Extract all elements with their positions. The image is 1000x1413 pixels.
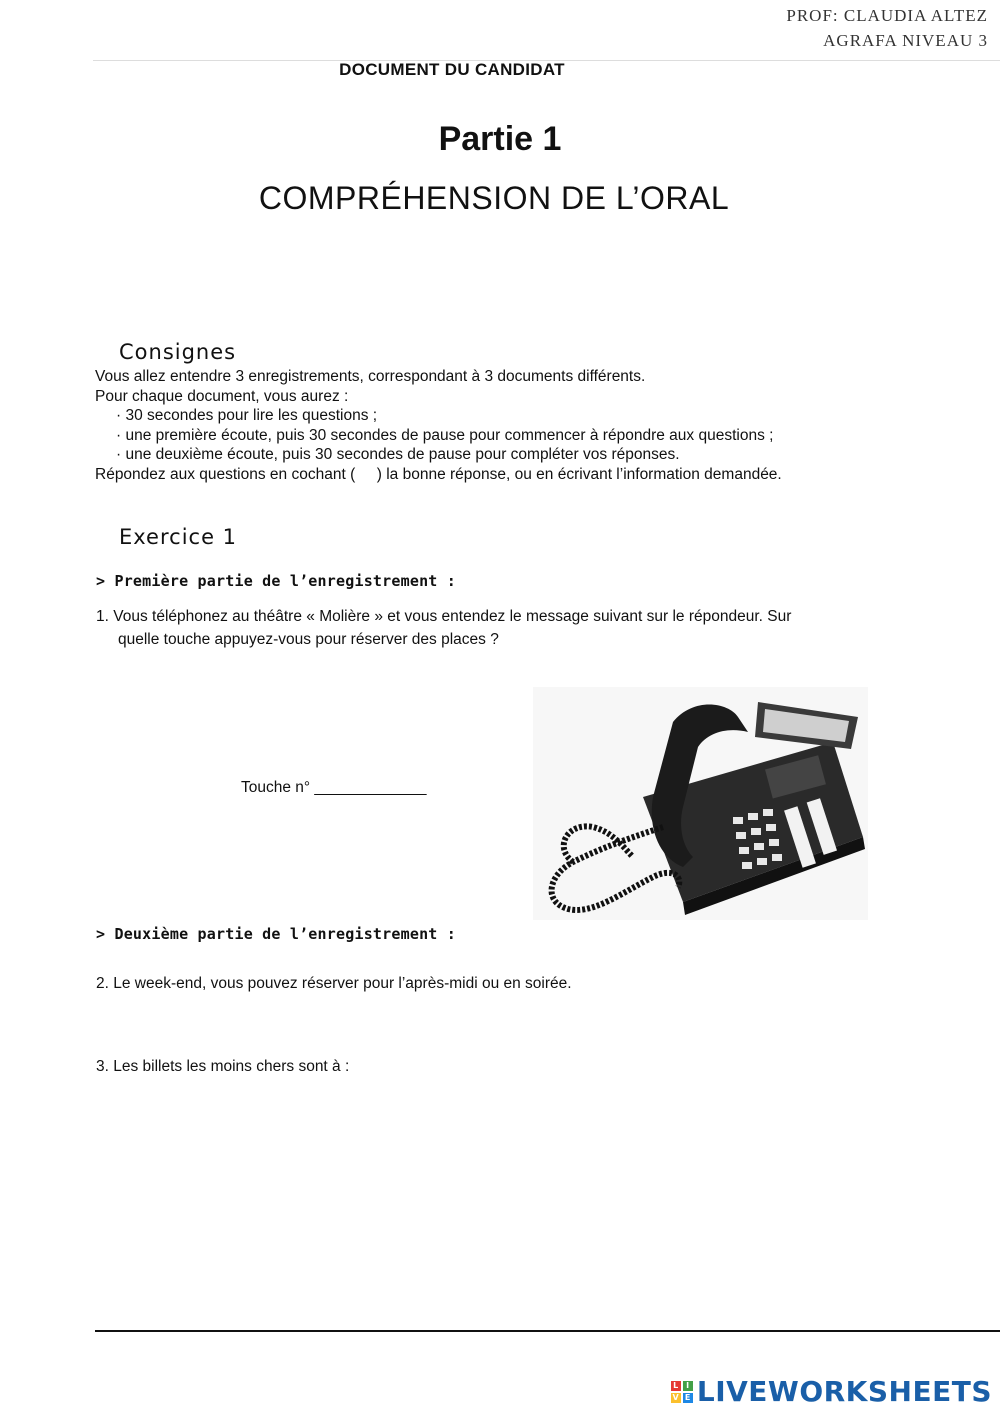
logo-icon xyxy=(671,1381,693,1403)
logo-letter: I xyxy=(683,1381,693,1391)
consignes-line: Pour chaque document, vous aurez : xyxy=(95,387,349,405)
logo-letter: V xyxy=(672,1392,680,1402)
teacher-name: PROF: CLAUDIA ALTEZ xyxy=(786,6,988,25)
logo-text: LIVEWORKSHEETS xyxy=(696,1375,992,1408)
consignes-bullet: · une deuxième écoute, puis 30 secondes de pause pour compléter vos réponses. xyxy=(116,446,680,463)
consignes-line: Vous allez entendre 3 enregistrements, correspondant à 3 documents différents. xyxy=(95,368,646,385)
document-label: DOCUMENT DU CANDIDAT xyxy=(339,60,565,79)
question-1 xyxy=(96,605,976,651)
logo-letter: E xyxy=(683,1393,693,1403)
consignes-block xyxy=(95,367,975,484)
exercise-heading: Exercice 1 xyxy=(119,525,238,549)
consignes-bullet: · une première écoute, puis 30 secondes de pause pour commencer à répondre aux questions ; xyxy=(116,426,774,444)
question-3: 3. Les billets les moins chers sont à : xyxy=(96,1058,350,1075)
consignes-line: Répondez aux questions en cochant ( ) la bonne réponse, ou en écrivant l’information demandée. xyxy=(95,465,782,483)
question-1-line: quelle touche appuyez-vous pour réserver des places ? xyxy=(118,631,499,648)
footer-divider xyxy=(95,1330,1000,1332)
part1-subheading: > Première partie de l’enregistrement : xyxy=(96,572,456,590)
level-label: AGRAFA NIVEAU 3 xyxy=(823,31,988,50)
question-2: 2. Le week-end, vous pouvez réserver pour l’après-midi ou en soirée. xyxy=(96,975,572,992)
consignes-bullet: · 30 secondes pour lire les questions ; xyxy=(116,407,378,424)
logo-letter: L xyxy=(671,1381,681,1391)
section-title: COMPRÉHENSION DE L’ORAL xyxy=(258,180,730,216)
consignes-heading: Consignes xyxy=(119,340,237,364)
part-title: Partie 1 xyxy=(438,120,562,158)
telephone-image xyxy=(533,687,868,920)
liveworksheets-logo xyxy=(671,1375,992,1408)
touche-answer-field[interactable]: Touche n° _____________ xyxy=(241,779,427,796)
question-1-line: 1. Vous téléphonez au théâtre « Molière » et vous entendez le message suivant sur le répondeur. Sur xyxy=(96,608,792,625)
part2-subheading: > Deuxième partie de l’enregistrement : xyxy=(96,925,456,943)
